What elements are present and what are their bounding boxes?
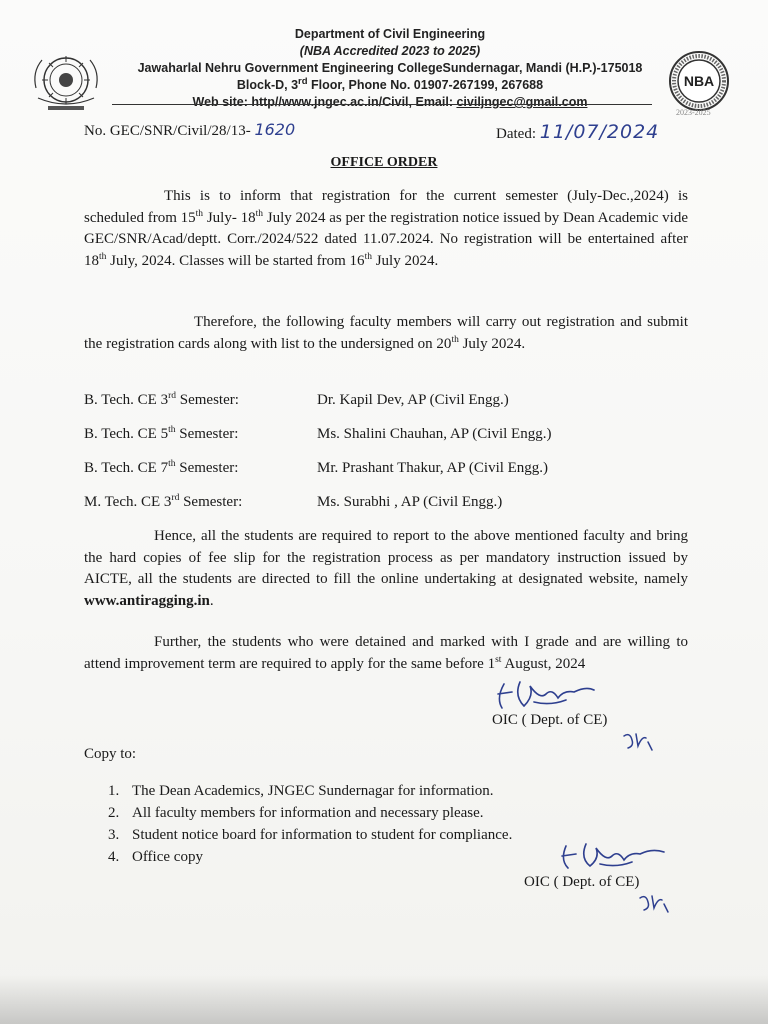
website-email-line <box>120 94 660 111</box>
para2-text-a: Therefore, the following faculty members will carry out registration and submit the registration cards along with list to the undersigned on 20 <box>84 314 688 352</box>
date-line <box>496 122 659 144</box>
paragraph-improvement-term <box>84 632 688 675</box>
para1-text-a: This is to inform that registration for the current semester (July-Dec.,2024) is scheduled from 15 <box>84 188 688 226</box>
page-bottom-shadow <box>0 975 768 1024</box>
initials-1-icon <box>620 730 656 756</box>
antiragging-website-link[interactable]: www.antiragging.in <box>84 592 210 609</box>
copy-to-label: Copy to: <box>84 746 137 762</box>
assignment-program: B. Tech. CE 5th Semester: <box>84 425 239 442</box>
assignment-faculty: Mr. Prashant Thakur, AP (Civil Engg.) <box>317 460 549 476</box>
para1-sup4: th <box>364 251 372 262</box>
office-order-title: OFFICE ORDER <box>330 155 438 170</box>
para2-sup1: th <box>451 334 459 345</box>
dated-label: Dated: <box>496 126 536 142</box>
college-address: Jawaharlal Nehru Government Engineering CollegeSundernagar, Mandi (H.P.)-175018 <box>137 61 643 75</box>
assignment-program: B. Tech. CE 3rd Semester: <box>84 391 239 408</box>
nba-logo <box>668 50 730 112</box>
signatory-oic-1: OIC ( Dept. of CE) <box>492 712 608 728</box>
department-name: Department of Civil Engineering <box>294 27 486 41</box>
para1-text-e: July 2024. <box>371 252 439 269</box>
nba-logo-text: NBA <box>683 73 715 89</box>
paragraph-faculty-assignment <box>84 312 688 355</box>
phone-text: Floor, Phone No. 01907-267199, 267688 <box>307 78 544 92</box>
paragraph-registration-schedule <box>84 186 688 272</box>
list-item: 1. The Dean Academics, JNGEC Sundernagar for information. <box>108 783 494 799</box>
email-link[interactable]: civiljngec@gmail.com <box>456 95 588 109</box>
para1-text-d: July, 2024. Classes will be started from 16 <box>106 252 365 269</box>
assignment-faculty: Dr. Kapil Dev, AP (Civil Engg.) <box>317 392 509 408</box>
para1-text-c: July 2024 as per the registration notice issued by Dean Academic vide GEC/SNR/Acad/deptt. Corr./2024/522 dated 11.07.2024. No registration will be entertained after 18 <box>84 209 689 269</box>
para4-sup1: st <box>495 654 502 665</box>
letterhead-divider <box>112 104 652 105</box>
para2-text-b: July 2024. <box>458 335 526 352</box>
para1-text-b: July- 18 <box>203 209 256 226</box>
assignment-program: M. Tech. CE 3rd Semester: <box>84 493 243 510</box>
para4-text-a: Further, the students who were detained and marked with I grade and are willing to attend improvement term are required to apply for the same before 1 <box>84 634 688 672</box>
copy-to-list <box>108 780 512 868</box>
reference-prefix: No. GEC/SNR/Civil/28/13- <box>84 123 251 139</box>
list-item: 4. Office copy <box>108 849 203 865</box>
paragraph-antiragging <box>84 526 688 612</box>
list-item: 3. Student notice board for information to student for compliance. <box>108 827 513 843</box>
para1-sup3: th <box>99 251 107 262</box>
reference-handwritten-number: 1620 <box>254 120 296 139</box>
nba-caption: 2023-2025 <box>676 108 711 117</box>
assignment-faculty: Ms. Surabhi , AP (Civil Engg.) <box>317 494 503 510</box>
handwritten-date: 11/07/2024 <box>539 121 660 143</box>
college-emblem-logo <box>28 48 104 118</box>
block-sup: rd <box>298 75 308 87</box>
para3-end: . <box>209 592 214 609</box>
accreditation-line: (NBA Accredited 2023 to 2025) <box>299 44 481 58</box>
reference-number <box>84 120 295 141</box>
para1-sup2: th <box>255 208 263 219</box>
para4-text-b: August, 2024 <box>501 655 586 672</box>
website-text: Web site: http//www.jngec.ac.in/Civil, Email: <box>192 95 457 109</box>
initials-2-icon <box>636 892 672 918</box>
para3-text: Hence, all the students are required to report to the above mentioned faculty and bring the hard copies of fee slip for the registration process as per mandatory instruction issued by AICTE, all the students are directed to fill the online undertaking at designated website, namely <box>84 528 688 587</box>
block-phone-line <box>120 77 660 94</box>
letterhead-text <box>120 26 660 111</box>
block-text: Block-D, 3 <box>236 78 299 92</box>
letterhead <box>0 20 768 117</box>
signatory-oic-2: OIC ( Dept. of CE) <box>524 874 640 890</box>
para1-sup1: th <box>195 208 204 219</box>
assignment-program: B. Tech. CE 7th Semester: <box>84 459 239 476</box>
list-item: 2. All faculty members for information and necessary please. <box>108 805 484 821</box>
assignment-faculty: Ms. Shalini Chauhan, AP (Civil Engg.) <box>317 426 552 442</box>
signature-2-icon <box>556 836 676 876</box>
